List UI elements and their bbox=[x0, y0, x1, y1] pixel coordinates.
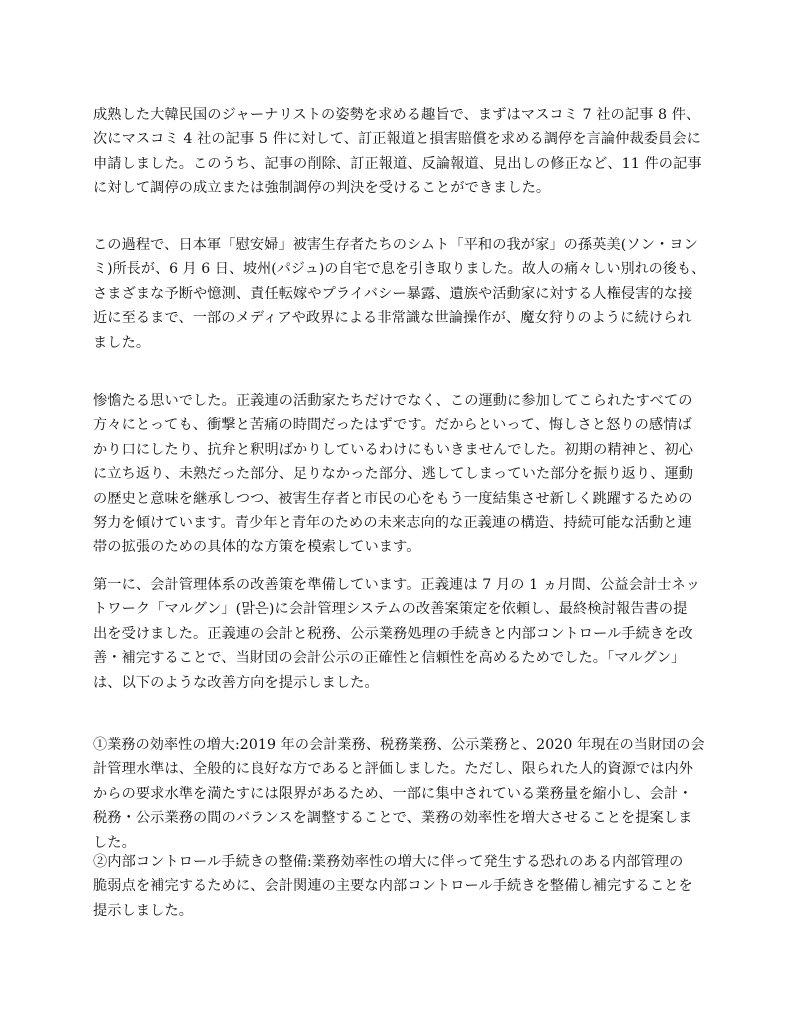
text-line: 善・補完することで、当財団の会計公示の正確性と信頼性を高めるためでした。「マルグン」 bbox=[93, 650, 686, 667]
text-line: かり口にしたり、抗弁と釈明ばかりしているわけにもいきませんでした。初期の精神と、初心 bbox=[93, 441, 694, 458]
text-line: 申請しました。このうち、記事の削除、訂正報道、反論報道、見出しの修正など、11 件の記事 bbox=[93, 155, 702, 172]
text-line: ミ)所長が、6 月 6 日、坡州(パジュ)の自宅で息を引き取りました。故人の痛々しい別れの後も、 bbox=[93, 261, 706, 278]
text-line: 提示しました。 bbox=[93, 902, 194, 919]
text-line: 出を受けました。正義連の会計と税務、公示業務処理の手続きと内部コントロール手続きを改 bbox=[93, 625, 693, 642]
text-line: 努力を傾けています。青少年と青年のための未来志向的な正義連の構造、持続可能な活動と連 bbox=[93, 514, 692, 531]
text-line: 帯の拡張のための具体的な方策を模索しています。 bbox=[93, 539, 421, 556]
list-item-internal-control bbox=[93, 850, 705, 923]
text-line: した。 bbox=[93, 834, 136, 851]
text-line: 計管理水準は、全般的に良好な方であると評価しました。ただし、限られた人的資源では内外 bbox=[93, 761, 694, 778]
text-line: この過程で、日本軍「慰安婦」被害生存者たちのシムト「平和の我が家」の孫英美(ソン・ヨン bbox=[93, 237, 698, 253]
paragraph-director-passing bbox=[93, 233, 705, 355]
text-line: 近に至るまで、一部のメディアや政界による非常識な世論操作が、魔女狩りのように続けられ bbox=[93, 310, 692, 327]
text-line: 惨憺たる思いでした。正義連の活動家たちだけでなく、この運動に参加してこられたすべての bbox=[93, 393, 693, 409]
text-line: 成熟した大韓民国のジャーナリストの姿勢を求める趣旨で、まずはマスコミ 7 社の記事 8 件、 bbox=[93, 107, 701, 123]
text-line: 第一に、会計管理体系の改善策を準備しています。正義連は 7 月の 1 ヵ月間、公益会計士ネッ bbox=[93, 577, 701, 593]
text-line: トワーク「マルグン」(맑은)に会計管理システムの改善案策定を依頼し、最終検討報告書の提 bbox=[93, 601, 688, 618]
paragraph-reflection bbox=[93, 389, 705, 560]
text-line: 方々にとっても、衝撃と苦痛の時間だったはずです。だからといって、悔しさと怒りの感情ば bbox=[93, 417, 692, 434]
text-line: に対して調停の成立または強制調停の判決を受けることができました。 bbox=[93, 180, 551, 197]
text-line: 次にマスコミ 4 社の記事 5 件に対して、訂正報道と損害賠償を求める調停を言論仲裁委員会に bbox=[93, 131, 701, 148]
paragraph-mediation-results bbox=[93, 103, 705, 201]
text-line: ②内部コントロール手続きの整備:業務効率性の増大に伴って発生する恐れのある内部管理の bbox=[93, 854, 684, 870]
text-line: ①業務の効率性の増大:2019 年の会計業務、税務業務、公示業務と、2020 年現在の当財団の会 bbox=[93, 737, 705, 753]
text-line: に立ち返り、未熟だった部分、足りなかった部分、逃してしまっていた部分を振り返り、運動 bbox=[93, 466, 694, 483]
text-line: 脆弱点を補完するために、会計関連の主要な内部コントロール手続きを整備し補完することを bbox=[93, 878, 693, 895]
text-line: 税務・公示業務の間のバランスを調整することで、業務の効率性を増大させることを提案しま bbox=[93, 810, 693, 827]
list-item-efficiency bbox=[93, 733, 705, 855]
text-line: の歴史と意味を継承しつつ、被害生存者と市民の心をもう一度結集させ新しく跳躍するための bbox=[93, 490, 693, 507]
paragraph-accounting-reform bbox=[93, 573, 705, 695]
text-line: さまざまな予断や憶測、責任転嫁やプライバシー暴露、遺族や活動家に対する人権侵害的な接 bbox=[93, 285, 693, 302]
text-line: からの要求水準を満たすには限界があるため、一部に集中されている業務量を縮小し、会計・ bbox=[93, 785, 693, 802]
text-line: は、以下のような改善方向を提示しました。 bbox=[93, 674, 379, 691]
text-line: ました。 bbox=[93, 334, 151, 351]
